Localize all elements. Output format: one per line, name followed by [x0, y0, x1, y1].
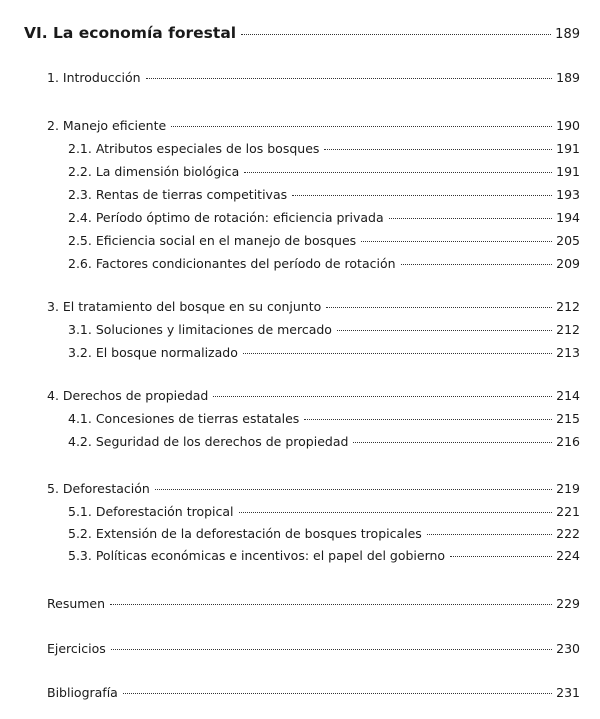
toc-entry-5-2[interactable] [68, 524, 580, 544]
dot-leader [155, 489, 552, 490]
dot-leader [244, 172, 552, 173]
toc-entry-2-2[interactable] [68, 162, 580, 182]
dot-leader [110, 604, 552, 605]
toc-entry-page: 212 [556, 299, 580, 314]
dot-leader [171, 126, 552, 127]
toc-entry-page: 193 [556, 187, 580, 202]
toc-entry-5-3[interactable] [68, 546, 580, 566]
toc-entry-label: 2.1. Atributos especiales de los bosques [68, 141, 320, 156]
toc-entry-2-4[interactable] [68, 208, 580, 228]
toc-entry-5-1[interactable] [68, 502, 580, 522]
toc-entry-page: 215 [556, 411, 580, 426]
toc-entry-label: 1. Introducción [47, 70, 141, 85]
dot-leader [241, 34, 551, 35]
dot-leader [243, 353, 552, 354]
toc-entry-page: 209 [556, 256, 580, 271]
toc-entry-page: 191 [556, 164, 580, 179]
toc-chapter-heading[interactable] [24, 21, 580, 45]
dot-leader [427, 534, 552, 535]
toc-entry-page: 214 [556, 388, 580, 403]
toc-entry-label: 4.2. Seguridad de los derechos de propiedad [68, 434, 349, 449]
toc-entry-label: 2.2. La dimensión biológica [68, 164, 240, 179]
toc-entry-ejercicios[interactable] [47, 639, 580, 659]
toc-entry-3-1[interactable] [68, 320, 580, 340]
dot-leader [324, 149, 552, 150]
toc-entry-label: 3. El tratamiento del bosque en su conjunto [47, 299, 322, 314]
toc-entry-page: 231 [556, 685, 580, 700]
dot-leader [401, 264, 553, 265]
toc-entry-label: 2.4. Período óptimo de rotación: eficiencia privada [68, 210, 384, 225]
toc-entry-3-2[interactable] [68, 343, 580, 363]
toc-entry-tratamiento-bosque[interactable] [47, 297, 580, 317]
dot-leader [123, 693, 552, 694]
toc-entry-4-1[interactable] [68, 409, 580, 429]
toc-chapter-title: VI. La economía forestal [24, 24, 237, 42]
toc-entry-bibliografia[interactable] [47, 683, 580, 703]
dot-leader [337, 330, 552, 331]
toc-entry-page: 205 [556, 233, 580, 248]
toc-entry-page: 213 [556, 345, 580, 360]
toc-entry-label: 2.6. Factores condicionantes del período de rotación [68, 256, 396, 271]
toc-entry-2-3[interactable] [68, 185, 580, 205]
toc-entry-page: 224 [556, 548, 580, 563]
dot-leader [213, 396, 552, 397]
toc-entry-label: 4.1. Concesiones de tierras estatales [68, 411, 300, 426]
dot-leader [361, 241, 552, 242]
toc-chapter-page: 189 [555, 27, 580, 42]
toc-entry-page: 221 [556, 504, 580, 519]
toc-entry-label: 4. Derechos de propiedad [47, 388, 209, 403]
toc-entry-derechos-propiedad[interactable] [47, 386, 580, 406]
toc-entry-page: 219 [556, 481, 580, 496]
toc-entry-page: 222 [556, 526, 580, 541]
toc-entry-label: 5.1. Deforestación tropical [68, 504, 234, 519]
toc-entry-page: 190 [556, 118, 580, 133]
toc-entry-label: 2. Manejo eficiente [47, 118, 167, 133]
toc-entry-label: 2.3. Rentas de tierras competitivas [68, 187, 288, 202]
dot-leader [353, 442, 552, 443]
toc-entry-label: Bibliografía [47, 685, 118, 700]
toc-entry-page: 212 [556, 322, 580, 337]
toc-entry-label: 3.1. Soluciones y limitaciones de mercado [68, 322, 332, 337]
toc-entry-2-6[interactable] [68, 254, 580, 274]
dot-leader [389, 218, 552, 219]
toc-entry-label: Resumen [47, 596, 106, 611]
toc-entry-label: Ejercicios [47, 641, 106, 656]
toc-entry-page: 229 [556, 596, 580, 611]
dot-leader [111, 649, 552, 650]
toc-entry-resumen[interactable] [47, 594, 580, 614]
toc-entry-2-5[interactable] [68, 231, 580, 251]
dot-leader [292, 195, 552, 196]
toc-entry-page: 189 [556, 70, 580, 85]
dot-leader [146, 78, 553, 79]
toc-entry-label: 5.2. Extensión de la deforestación de bosques tropicales [68, 526, 422, 541]
toc-entry-introduccion[interactable] [47, 68, 580, 88]
toc-entry-2-1[interactable] [68, 139, 580, 159]
toc-entry-page: 216 [556, 434, 580, 449]
dot-leader [450, 556, 552, 557]
toc-entry-4-2[interactable] [68, 432, 580, 452]
toc-entry-label: 3.2. El bosque normalizado [68, 345, 238, 360]
toc-entry-label: 5. Deforestación [47, 481, 150, 496]
dot-leader [326, 307, 552, 308]
dot-leader [239, 512, 553, 513]
toc-entry-label: 5.3. Políticas económicas e incentivos: el papel del gobierno [68, 548, 446, 563]
toc-entry-page: 230 [556, 641, 580, 656]
toc-entry-label: 2.5. Eficiencia social en el manejo de bosques [68, 233, 357, 248]
toc-entry-page: 194 [556, 210, 580, 225]
toc-entry-deforestacion[interactable] [47, 479, 580, 499]
dot-leader [304, 419, 552, 420]
toc-entry-manejo-eficiente[interactable] [47, 116, 580, 136]
toc-entry-page: 191 [556, 141, 580, 156]
